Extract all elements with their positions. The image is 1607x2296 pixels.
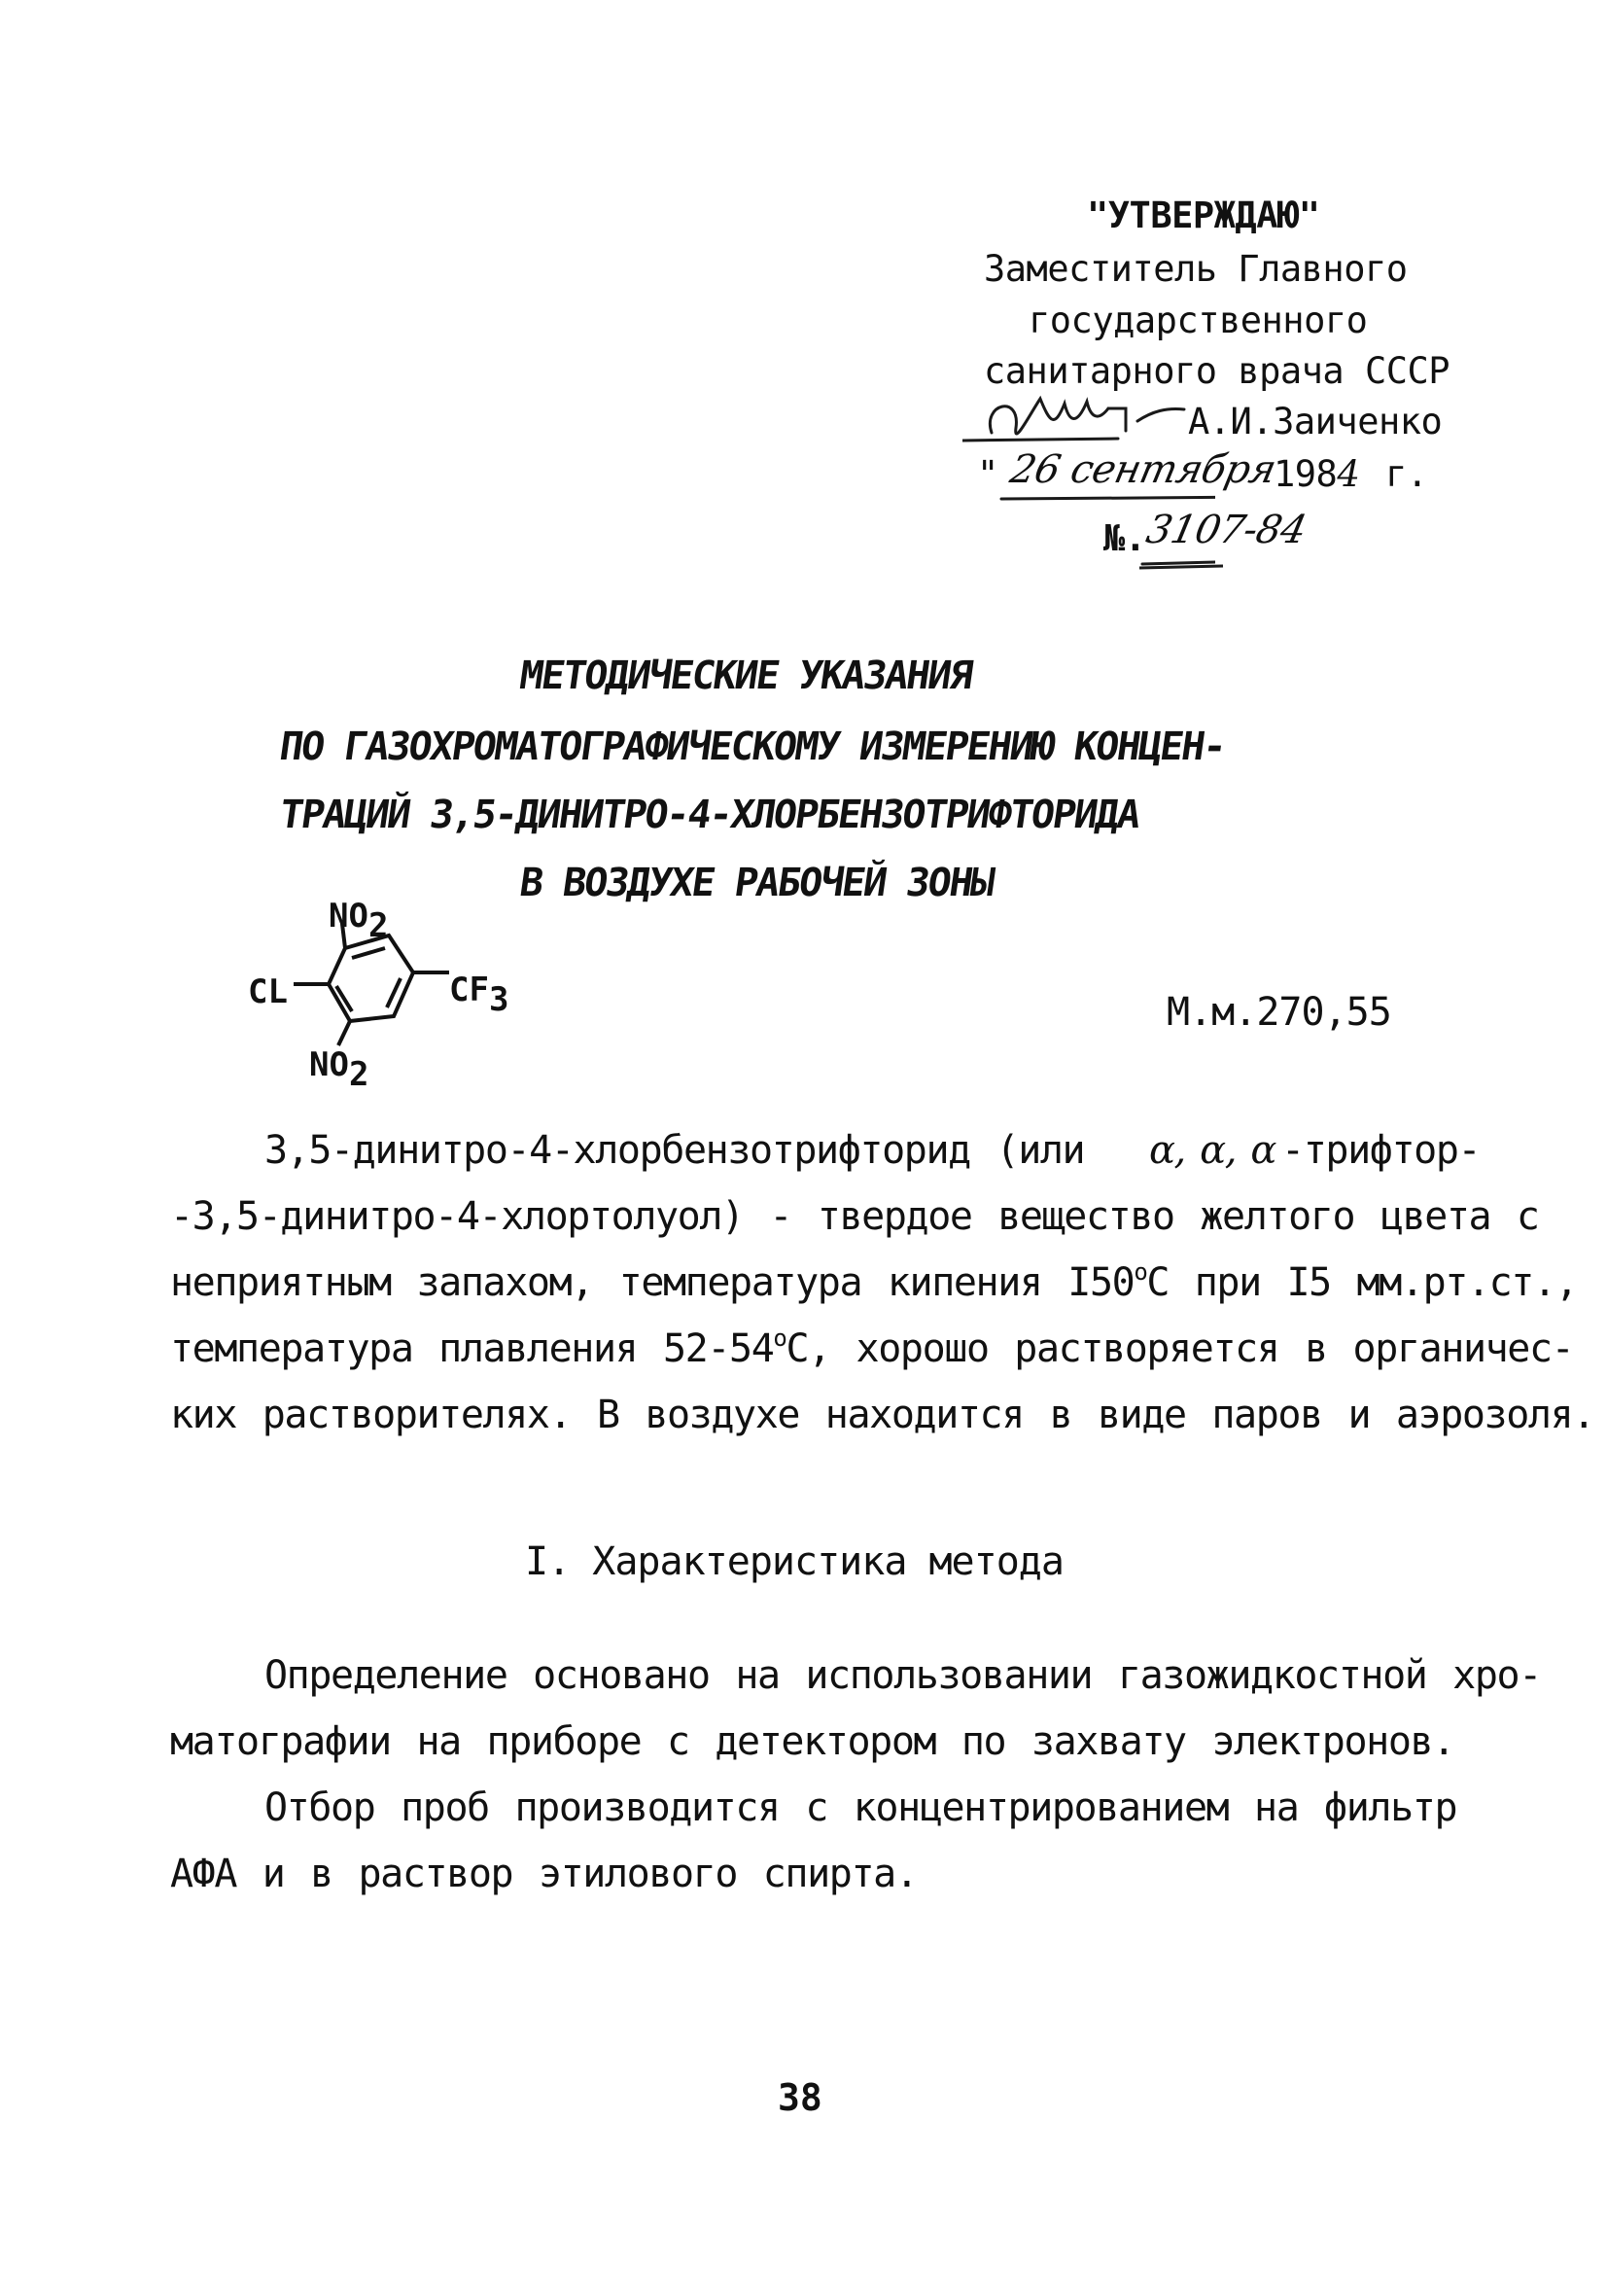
approval-number-handwritten: 3107-84	[1142, 508, 1310, 552]
description-alpha-symbols: α, α, α	[1148, 1128, 1276, 1173]
section1-p2-line2: АФА и в раствор этилового спирта.	[170, 1852, 918, 1896]
title-line3: ТРАЦИЙ 3,5-ДИНИТРО-4-ХЛОРБЕНЗОТРИФТОРИДА	[276, 793, 1142, 837]
description-line3-suffix: С при I5 мм.рт.ст.,	[1146, 1260, 1578, 1305]
approval-number-prefix: №.	[1103, 517, 1146, 559]
section1-p1-line2: матографии на приборе с детектором по захвату электронов.	[170, 1719, 1454, 1764]
approval-position-line1: Заместитель Главного	[984, 248, 1408, 290]
title-line4: В ВОЗДУХЕ РАБОЧЕЙ ЗОНЫ	[516, 861, 996, 905]
title-line1: МЕТОДИЧЕСКИЕ УКАЗАНИЯ	[516, 653, 974, 698]
approval-year	[1274, 453, 1359, 495]
approval-date-handwritten: 26 сентября	[1006, 447, 1280, 492]
formula-no2-bottom-sub: 2	[348, 1055, 369, 1094]
description-line4-suffix: С, хорошо растворяется в органичес-	[786, 1326, 1574, 1371]
section1-p1-line1: Определение основано на использовании газожидкостной хро-	[264, 1653, 1541, 1698]
section1-p2-line1: Отбор проб производится с концентрированием на фильтр	[264, 1785, 1457, 1830]
description-line1-suffix: -трифтор-	[1281, 1128, 1481, 1173]
formula-no2-bottom-text: NO	[309, 1045, 349, 1084]
approval-position-line2: государственного	[1029, 300, 1368, 341]
description-line3-text: неприятным запахом, температура кипения I50	[170, 1260, 1135, 1305]
description-line1	[264, 1128, 1480, 1173]
formula-no2-top-sub: 2	[367, 906, 389, 945]
description-line2: -3,5-динитро-4-хлортолуол) - твердое вещество желтого цвета с	[170, 1194, 1539, 1239]
approval-year-printed: 198	[1274, 453, 1338, 495]
formula-cf3-sub: 3	[488, 980, 509, 1019]
page-number: 38	[778, 2076, 822, 2119]
formula-no2-top-text: NO	[329, 897, 368, 936]
description-line1-text: 3,5-динитро-4-хлорбензотрифторид (или	[264, 1128, 1085, 1173]
description-line4	[170, 1326, 1573, 1371]
benzene-ring	[282, 924, 476, 1060]
description-line5: ких растворителях. В воздухе находится в виде паров и аэрозоля.	[170, 1393, 1594, 1437]
approval-year-handwritten: 4	[1337, 453, 1360, 495]
number-underline	[1137, 550, 1244, 580]
formula-cl: CL	[248, 972, 288, 1011]
approval-year-suffix: г.	[1385, 453, 1428, 495]
approval-date-open-quote: "	[977, 453, 998, 495]
approval-position-line3: санитарного врача СССР	[984, 350, 1450, 392]
description-line3	[170, 1260, 1577, 1305]
formula-cf3-text: CF	[449, 971, 489, 1009]
description-line3-degree: o	[1134, 1258, 1147, 1286]
molar-mass: М.м.270,55	[1167, 990, 1391, 1035]
approval-signatory-name: А.И.Заиченко	[1188, 401, 1443, 442]
description-line4-degree: o	[773, 1325, 786, 1352]
approval-stamp: "УТВЕРЖДАЮ"	[1087, 194, 1320, 236]
description-line4-text: температура плавления 52-54	[170, 1326, 774, 1371]
title-line2: ПО ГАЗОХРОМАТОГРАФИЧЕСКОМУ ИЗМЕРЕНИЮ КОНЦЕН-	[276, 724, 1228, 769]
section1-heading: I. Характеристика метода	[525, 1539, 1064, 1584]
